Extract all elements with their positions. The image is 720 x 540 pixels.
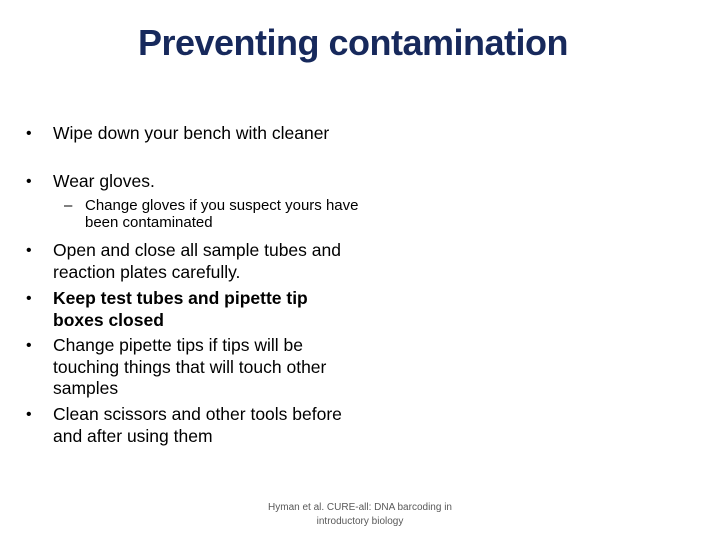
bullet-item-keep-closed [26, 288, 363, 331]
bullet-item-clean-tools [26, 404, 363, 447]
bullet-item-wear-gloves [26, 171, 353, 193]
bullet-text: Clean scissors and other tools before and after using them [53, 404, 342, 446]
bullet-marker: • [26, 406, 32, 423]
slide-title: Preventing contamination [137, 22, 569, 63]
bullet-marker: • [26, 242, 32, 259]
bullet-marker: • [26, 125, 32, 142]
bullet-item-open-close-tubes [26, 240, 363, 283]
sub-bullet-text: Change gloves if you suspect yours have been contaminated [85, 197, 359, 231]
bullet-text: Open and close all sample tubes and reaction plates carefully. [53, 240, 341, 282]
bullet-text: Wipe down your bench with cleaner [53, 123, 330, 143]
bullet-marker: • [26, 337, 32, 354]
bullet-marker: • [26, 173, 32, 190]
bullet-item-change-tips [26, 335, 363, 400]
bullet-item-wipe-bench [26, 123, 353, 145]
slide-footer: Hyman et al. CURE-all: DNA barcoding in introductory biology [268, 502, 452, 527]
bullet-text: Wear gloves. [53, 171, 155, 191]
sub-bullet-marker: – [64, 197, 73, 214]
bullet-text: Keep test tubes and pipette tip boxes closed [53, 288, 308, 330]
bullet-marker: • [26, 290, 32, 307]
bullet-text: Change pipette tips if tips will be touching things that will touch other samples [53, 335, 327, 398]
sub-bullet-item-change-gloves [64, 197, 385, 231]
